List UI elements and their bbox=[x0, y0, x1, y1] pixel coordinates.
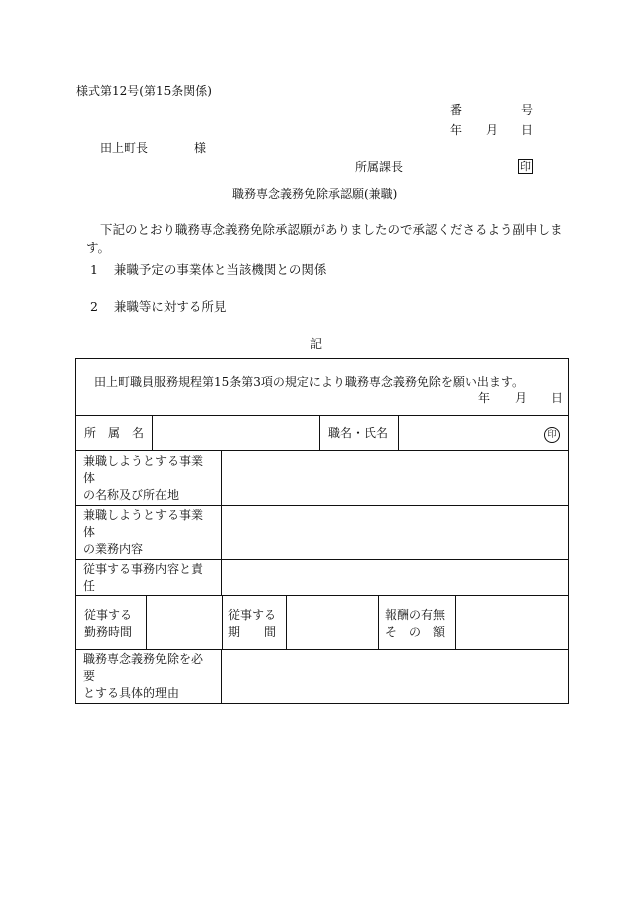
reason-value[interactable] bbox=[222, 650, 569, 704]
entity-name-value[interactable] bbox=[222, 451, 569, 506]
applicant-seal-icon: 印 bbox=[544, 427, 560, 443]
document-title: 職務専念義務免除承認願(兼職) bbox=[232, 187, 398, 201]
remuneration-label-line2: そ の 額 bbox=[385, 625, 446, 639]
entity-business-label-line1: 兼職しようとする事業体 bbox=[83, 508, 204, 539]
entity-name-label-line1: 兼職しようとする事業体 bbox=[83, 453, 204, 485]
remuneration-label-line1: 報酬の有無 bbox=[385, 608, 446, 622]
item-1 bbox=[90, 261, 326, 279]
date-month: 月 bbox=[486, 123, 499, 137]
entity-business-label bbox=[76, 506, 222, 560]
entity-name-row bbox=[76, 451, 569, 506]
reason-label-line1: 職務専念義務免除を必要 bbox=[83, 652, 204, 683]
affiliation-label: 所 属 名 bbox=[84, 426, 145, 440]
entity-name-label-line2: の名称及び所在地 bbox=[83, 487, 180, 502]
date-day: 日 bbox=[521, 123, 534, 137]
remuneration-value[interactable] bbox=[455, 596, 568, 649]
ki-heading: 記 bbox=[310, 337, 323, 351]
declaration-row bbox=[76, 359, 569, 416]
sender: 所属課長 bbox=[355, 160, 404, 174]
affiliation-cell bbox=[76, 416, 569, 451]
application-form-table bbox=[75, 358, 569, 704]
remuneration-label bbox=[385, 607, 445, 641]
sender-seal bbox=[518, 159, 533, 174]
duties-row bbox=[76, 560, 569, 596]
reason-label-line2: とする具体的理由 bbox=[83, 686, 180, 700]
title-name-value[interactable] bbox=[398, 416, 568, 450]
number-label-go: 号 bbox=[521, 103, 534, 117]
form-number: 様式第12号(第15条関係) bbox=[76, 84, 212, 98]
declaration-text: 田上町職員服務規程第15条第3項の規定により職務専念義務免除を願い出ます。 bbox=[94, 375, 524, 389]
affiliation-row bbox=[76, 416, 569, 451]
declaration-cell bbox=[76, 359, 569, 416]
period-label bbox=[228, 607, 276, 641]
duties-label: 従事する事務内容と責任 bbox=[76, 560, 222, 596]
intro-text-cont: す。 bbox=[86, 240, 111, 255]
reason-label bbox=[76, 650, 222, 704]
work-hours-label bbox=[84, 607, 132, 641]
work-hours-label-line1: 従事する bbox=[84, 608, 133, 622]
period-value[interactable] bbox=[286, 596, 379, 649]
addressee-honorific: 様 bbox=[194, 141, 207, 155]
date-year: 年 bbox=[450, 123, 463, 137]
seal-icon: 印 bbox=[520, 160, 531, 173]
item-1-num: 1 bbox=[90, 262, 98, 277]
hours-period-remuneration-cell bbox=[76, 596, 569, 650]
entity-name-label bbox=[76, 451, 222, 506]
affiliation-value[interactable] bbox=[152, 416, 320, 450]
entity-business-label-line2: の業務内容 bbox=[83, 542, 144, 556]
declaration-date-day: 日 bbox=[551, 391, 564, 405]
item-2-label: 兼職等に対する所見 bbox=[113, 299, 227, 314]
period-label-line1: 従事する bbox=[228, 608, 277, 622]
item-2 bbox=[90, 298, 226, 316]
title-name-label: 職名・氏名 bbox=[328, 426, 389, 440]
declaration-date-year: 年 bbox=[478, 391, 491, 405]
duties-value[interactable] bbox=[222, 560, 569, 596]
addressee: 田上町長 bbox=[100, 141, 149, 155]
number-label-ban: 番 bbox=[450, 103, 463, 117]
work-hours-label-line2: 勤務時間 bbox=[84, 625, 133, 639]
period-label-line2: 期 間 bbox=[228, 625, 277, 639]
item-2-num: 2 bbox=[90, 299, 98, 314]
hours-period-remuneration-row bbox=[76, 596, 569, 650]
reason-row bbox=[76, 650, 569, 704]
intro-text: 下記のとおり職務専念義務免除承認願がありましたので承認くださるよう副申しま bbox=[100, 222, 563, 237]
work-hours-value[interactable] bbox=[146, 596, 223, 649]
declaration-date-month: 月 bbox=[515, 391, 528, 405]
entity-business-row bbox=[76, 506, 569, 560]
item-1-label: 兼職予定の事業体と当該機関との関係 bbox=[113, 262, 327, 277]
entity-business-value[interactable] bbox=[222, 506, 569, 560]
